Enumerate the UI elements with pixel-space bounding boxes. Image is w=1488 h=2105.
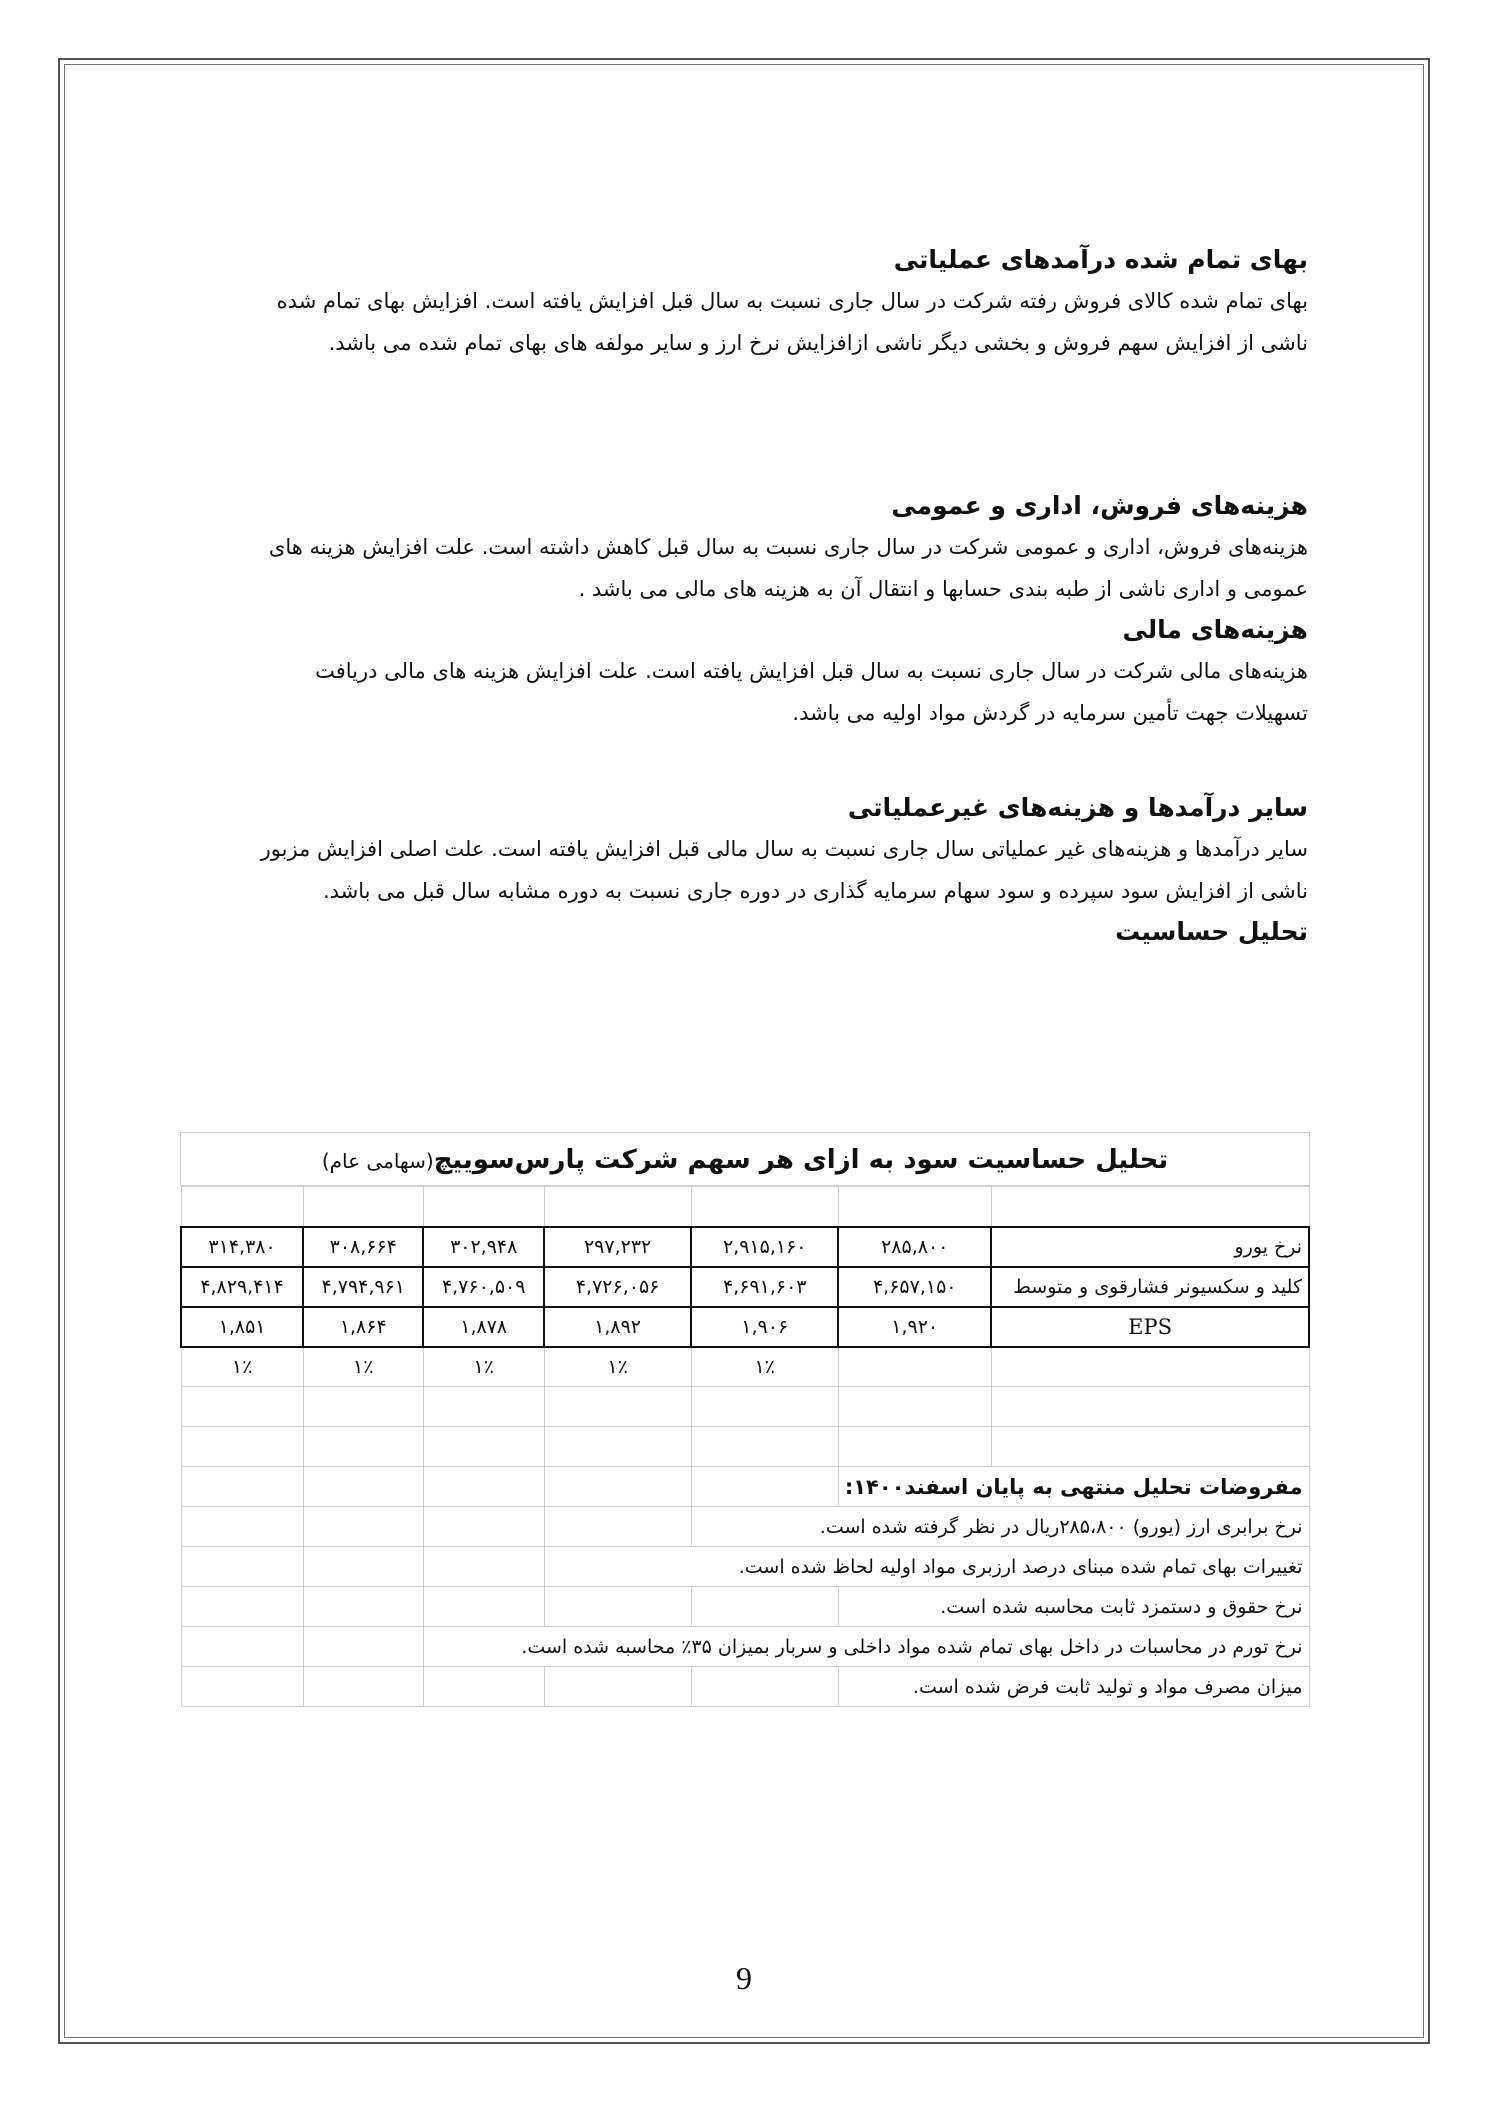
table-cell: ۲۸۵,۸۰۰: [838, 1227, 991, 1267]
table-row: [181, 1227, 1309, 1267]
page-number: 9: [736, 1960, 752, 1996]
table-title-main: تحلیل حساسیت سود به ازای هر سهم شرکت پارس‌سوییچ: [433, 1145, 1169, 1175]
table-cell: ۱,۸۹۲: [544, 1307, 691, 1347]
empty-row: [181, 1387, 1309, 1427]
assumption-row: [181, 1667, 1309, 1707]
percent-cell: ۱٪: [691, 1347, 838, 1387]
table-title-suffix: (سهامی عام): [321, 1149, 434, 1173]
table-cell: ۳۰۲,۹۴۸: [423, 1227, 544, 1267]
empty-row: [181, 1427, 1309, 1467]
percent-cell: ۱٪: [303, 1347, 423, 1387]
section-line: ناشی از افزایش سهم فروش و بخشی دیگر ناشی ازافزایش نرخ ارز و سایر مولفه های بهای تمام شده می باشد.: [328, 331, 1308, 355]
section-heading-financial-expenses: هزینه‌های مالی: [1122, 615, 1308, 644]
section-line: هزینه‌های فروش، اداری و عمومی شرکت در سال جاری نسبت به سال قبل کاهش داشته است. علت افزایش هزینه های: [268, 535, 1308, 559]
document-body: [180, 240, 1308, 952]
table-cell: ۱,۸۵۱: [181, 1307, 303, 1347]
table-cell: ۳۱۴,۳۸۰: [181, 1227, 303, 1267]
section-heading-cost-of-revenue: بهای تمام شده درآمدهای عملیاتی: [893, 245, 1308, 274]
section-line: سایر درآمدها و هزینه‌های غیر عملیاتی سال جاری نسبت به سال مالی قبل افزایش یافته است. علت اصلی افزایش مزبور: [260, 837, 1308, 861]
assumptions-title: مفروضات تحلیل منتهی به پایان اسفند۱۴۰۰:: [838, 1467, 1309, 1507]
table-cell: ۴,۶۵۷,۱۵۰: [838, 1267, 991, 1307]
table-cell: ۲,۹۱۵,۱۶۰: [691, 1227, 838, 1267]
assumptions-title-row: [181, 1467, 1309, 1507]
assumption-item: نرخ حقوق و دستمزد ثابت محاسبه شده است.: [838, 1587, 1309, 1627]
section-heading-non-operating: سایر درآمدها و هزینه‌های غیرعملیاتی: [847, 793, 1308, 822]
table-row: [181, 1267, 1309, 1307]
section-line: عمومی و اداری ناشی از طبه بندی حسابها و انتقال آن به هزینه های مالی می باشد .: [578, 577, 1308, 601]
percent-cell: ۱٪: [423, 1347, 544, 1387]
assumption-row: [181, 1587, 1309, 1627]
assumption-item: نرخ تورم در محاسبات در داخل بهای تمام شده مواد داخلی و سربار بمیزان ۳۵٪ محاسبه شده است.: [423, 1627, 1309, 1667]
table-cell: ۱,۸۶۴: [303, 1307, 423, 1347]
assumption-item: میزان مصرف مواد و تولید ثابت فرض شده است.: [838, 1667, 1309, 1707]
table-cell: ۴,۷۹۴,۹۶۱: [303, 1267, 423, 1307]
table-row: [181, 1307, 1309, 1347]
section-line: هزینه‌های مالی شرکت در سال جاری نسبت به سال قبل افزایش یافته است. علت افزایش هزینه های مالی دریافت: [315, 659, 1308, 683]
row-label: نرخ یورو: [991, 1227, 1309, 1267]
section-heading-selling-admin-expenses: هزینه‌های فروش، اداری و عمومی: [891, 491, 1308, 520]
table-cell: ۴,۶۹۱,۶۰۳: [691, 1267, 838, 1307]
row-label: EPS: [991, 1307, 1309, 1347]
assumption-row: [181, 1507, 1309, 1547]
percent-cell: ۱٪: [181, 1347, 303, 1387]
table-cell: ۴,۷۶۰,۵۰۹: [423, 1267, 544, 1307]
sensitivity-table: [180, 1132, 1310, 1752]
percent-cell: [838, 1347, 991, 1387]
assumption-item: نرخ برابری ارز (یورو) ۲۸۵،۸۰۰ریال در نظر گرفته شده است.: [691, 1507, 1309, 1547]
section-line: تسهیلات جهت تأمین سرمایه در گردش مواد اولیه می باشد.: [792, 701, 1308, 725]
table-cell: ۴,۷۲۶,۰۵۶: [544, 1267, 691, 1307]
section-heading-sensitivity: تحلیل حساسیت: [1115, 917, 1308, 946]
assumption-item: تغییرات بهای تمام شده مبنای درصد ارزبری مواد اولیه لحاظ شده است.: [544, 1547, 1309, 1587]
assumption-row: [181, 1547, 1309, 1587]
table-cell: ۲۹۷,۲۳۲: [544, 1227, 691, 1267]
table-cell: ۱,۹۲۰: [838, 1307, 991, 1347]
table-cell: ۴,۸۲۹,۴۱۴: [181, 1267, 303, 1307]
percent-cell: ۱٪: [544, 1347, 691, 1387]
table-cell: ۱,۹۰۶: [691, 1307, 838, 1347]
table-title: [180, 1132, 1310, 1186]
row-label: کلید و سکسیونر فشارقوی و متوسط: [991, 1267, 1309, 1307]
table-cell: ۱,۸۷۸: [423, 1307, 544, 1347]
sensitivity-grid: [180, 1186, 1310, 1707]
assumption-row: [181, 1627, 1309, 1667]
table-cell: ۳۰۸,۶۶۴: [303, 1227, 423, 1267]
empty-row: [181, 1187, 1309, 1227]
section-line: بهای تمام شده کالای فروش رفته شرکت در سال جاری نسبت به سال قبل افزایش یافته است. افزایش بهای تمام شده: [276, 289, 1308, 313]
section-line: ناشی از افزایش سود سپرده و سود سهام سرمایه گذاری در دوره جاری نسبت به دوره مشابه سال قبل می باشد.: [322, 879, 1308, 903]
percent-row: [181, 1347, 1309, 1387]
